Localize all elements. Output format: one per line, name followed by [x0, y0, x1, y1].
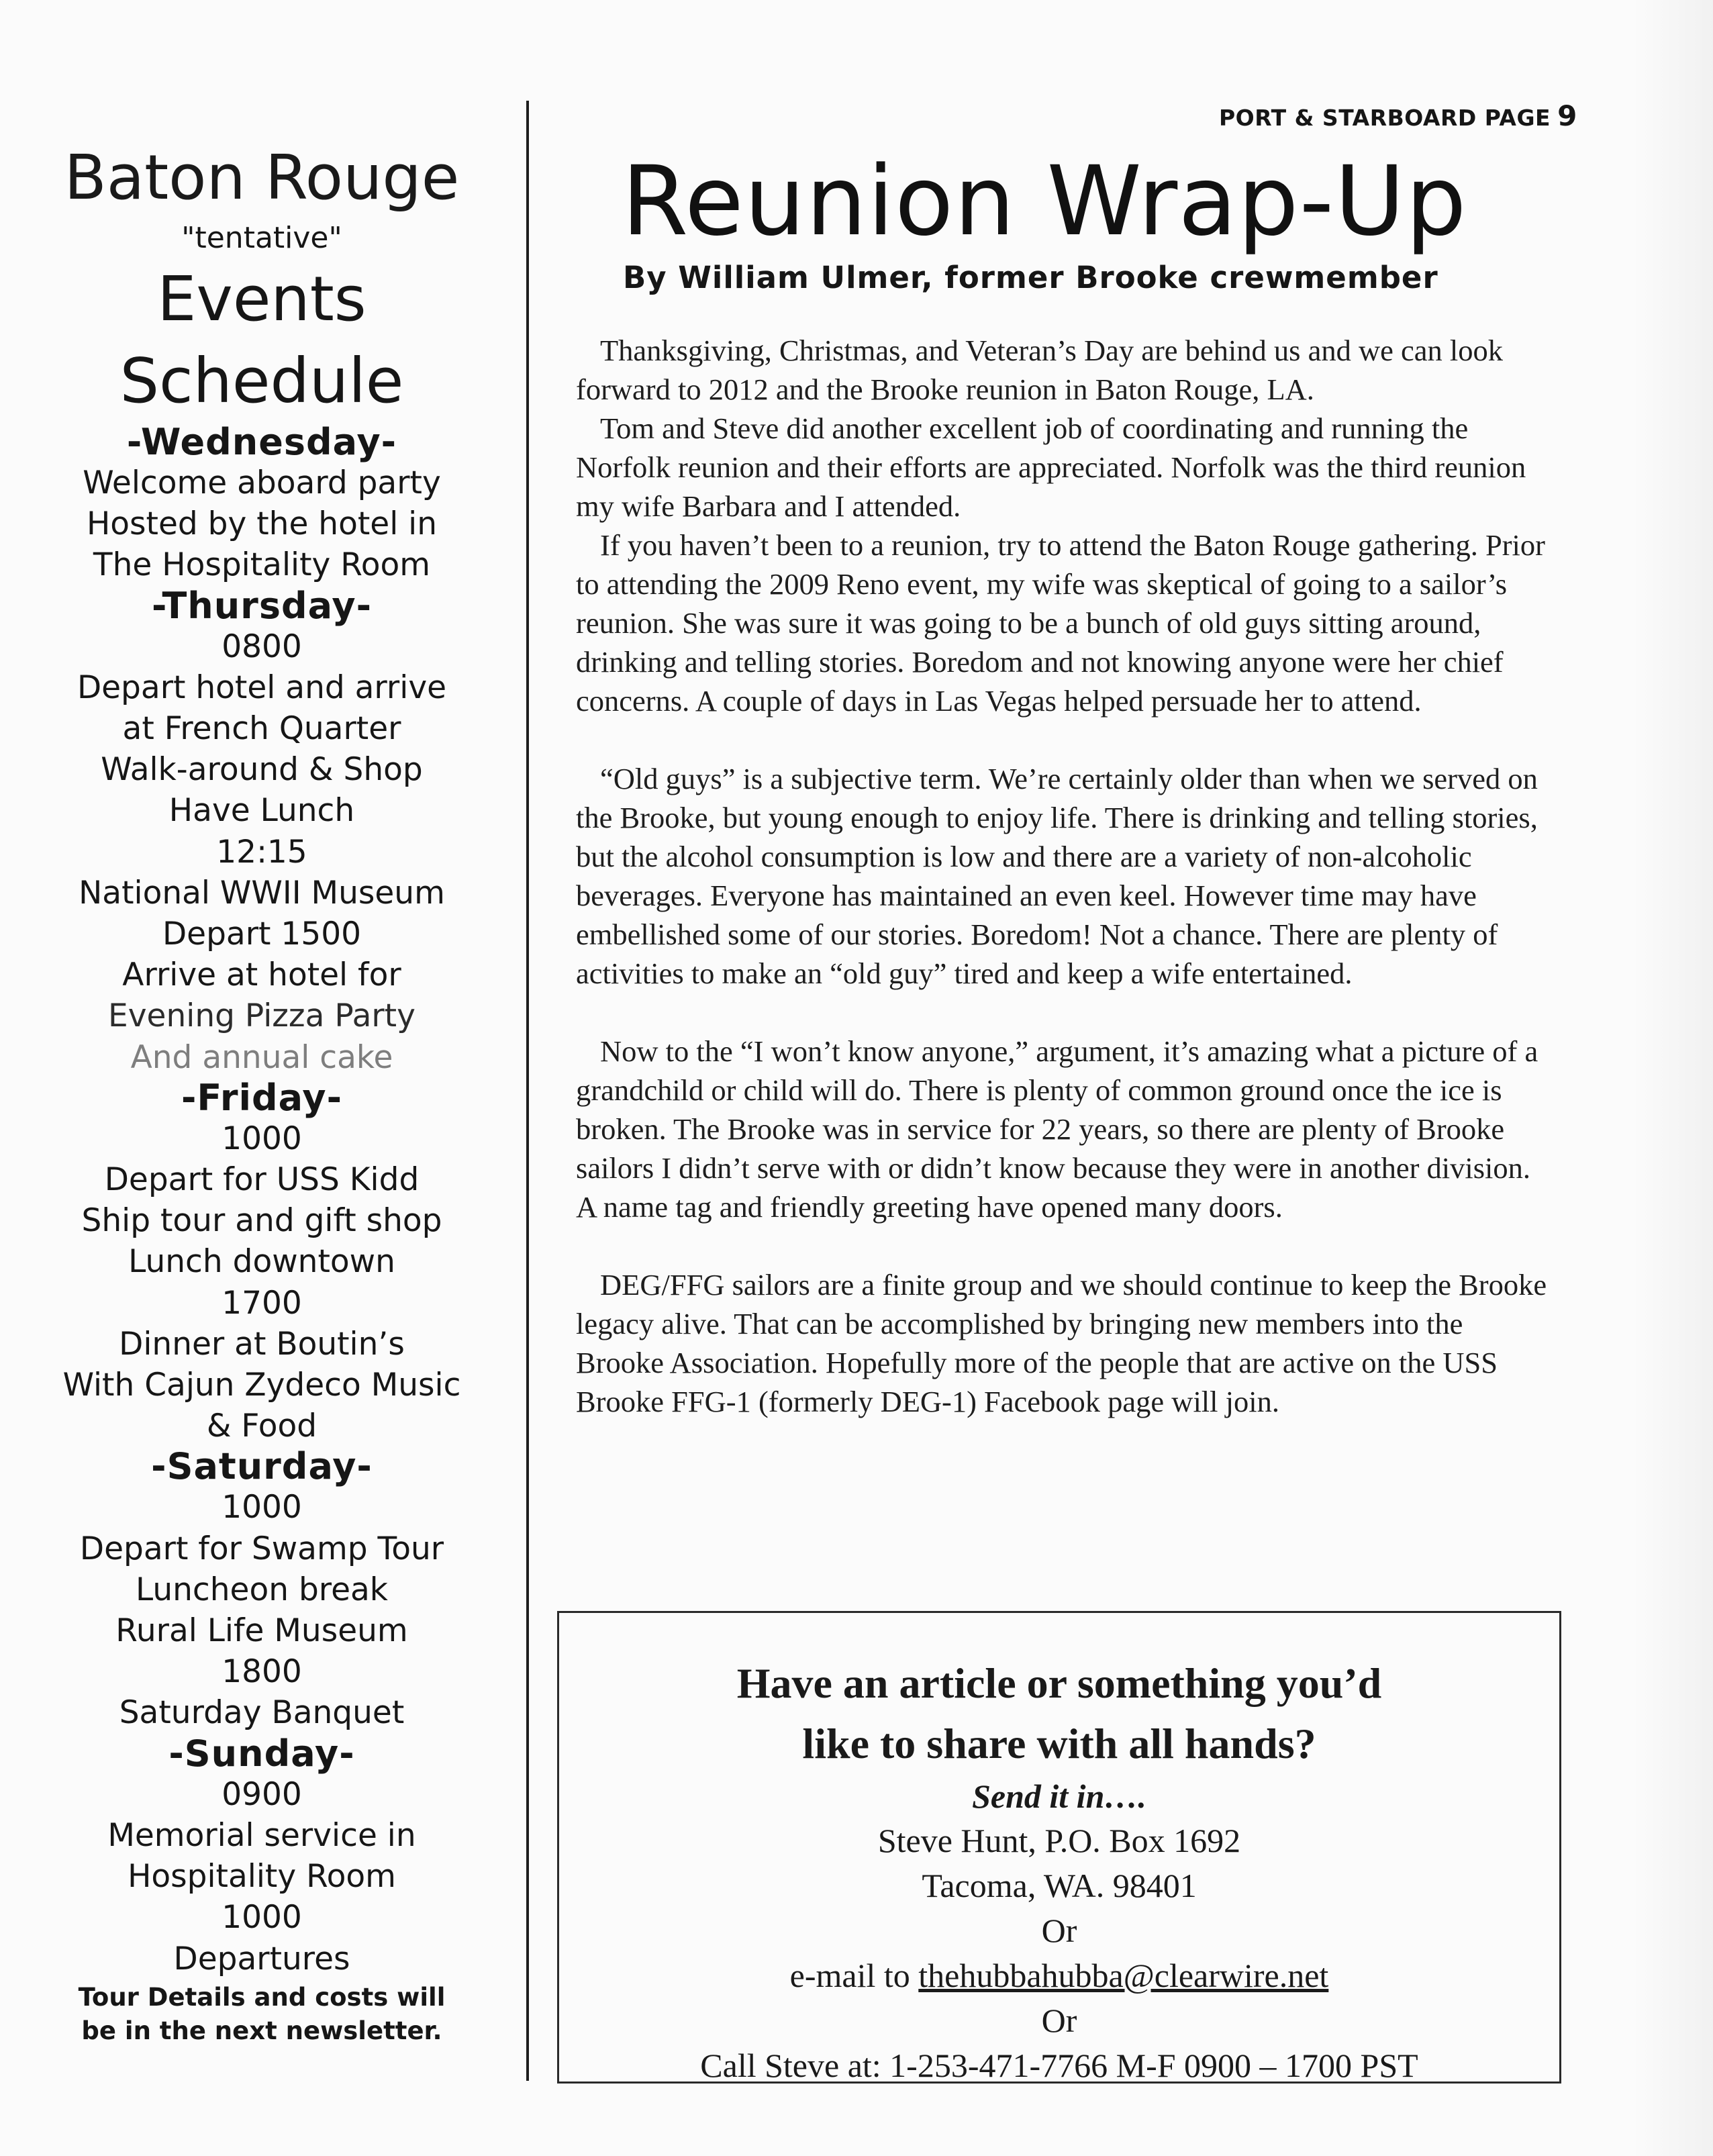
day-heading-wednesday: -Wednesday-: [126, 421, 397, 463]
day-heading-saturday: -Saturday-: [151, 1445, 373, 1488]
schedule-line: Hosted by the hotel in: [86, 505, 438, 543]
schedule-line: Memorial service in: [107, 1816, 416, 1854]
schedule-line: Arrive at hotel for: [122, 957, 401, 994]
schedule-line: 1000: [222, 1120, 302, 1157]
page-header: [1219, 99, 1577, 132]
schedule-line: With Cajun Zydeco Music: [62, 1367, 461, 1404]
schedule-line: The Hospitality Room: [93, 546, 431, 584]
article-byline: By William Ulmer, former Brooke crewmember: [623, 260, 1438, 295]
column-divider: [526, 101, 529, 2081]
article-paragraph: Tom and Steve did another excellent job of coordinating and running the Norfolk reunion and their efforts are appreciated. Norfolk was the third reunion my wife Barbara and I attended.: [576, 411, 1526, 523]
article-body: [576, 331, 1556, 1421]
schedule-line: 1700: [222, 1284, 302, 1322]
submission-box: [557, 1611, 1561, 2084]
address-line: Steve Hunt, P.O. Box 1692: [877, 1822, 1241, 1859]
or-separator: Or: [1041, 2002, 1077, 2039]
schedule-line: 0900: [222, 1775, 302, 1813]
schedule-line: at French Quarter: [122, 710, 401, 748]
schedule-line: Depart for Swamp Tour: [79, 1530, 444, 1567]
article-paragraph: DEG/FFG sailors are a finite group and we should continue to keep the Brooke legacy alive. That can be accomplished by bringing new members into the Brooke Association. Hopefully more of the people that are active on the USS Brooke FFG-1 (formerly DEG-1) Facebook page will join.: [576, 1268, 1547, 1418]
email-prefix: e-mail to: [789, 1957, 910, 1994]
schedule-line: National WWII Museum: [79, 874, 445, 912]
schedule-line: Evening Pizza Party: [108, 997, 415, 1035]
day-heading-friday: -Friday-: [181, 1076, 343, 1119]
article-title: Reunion Wrap-Up: [622, 145, 1467, 257]
schedule-line: 1000: [222, 1899, 302, 1937]
schedule-line: Departures: [173, 1940, 350, 1977]
schedule-line: Saturday Banquet: [119, 1694, 405, 1732]
sidebar-subtitle-schedule: Schedule: [119, 345, 404, 417]
schedule-line: And annual cake: [130, 1038, 393, 1076]
sidebar-title: Baton Rouge: [64, 142, 460, 213]
or-separator: Or: [1041, 1912, 1077, 1949]
schedule-line: Lunch downtown: [128, 1243, 395, 1281]
email-link[interactable]: thehubbahubba@clearwire.net: [918, 1957, 1329, 1994]
sidebar-subtitle-events: Events: [157, 263, 366, 335]
submission-headline: [559, 1653, 1559, 1774]
send-it-in-label: Send it in….: [972, 1777, 1146, 1815]
schedule-line: Depart 1500: [162, 916, 362, 953]
schedule-line: Hospitality Room: [128, 1858, 396, 1896]
article-paragraph: Now to the “I won’t know anyone,” argument, it’s amazing what a picture of a grandchild or child will do. There is plenty of common ground once the ice is broken. The Brooke was in service for 22 years, so there are plenty of Brooke sailors I didn’t serve with or didn’t know because they were in another division. A name tag and friendly greeting have opened many doors.: [576, 1034, 1538, 1224]
headline-line: Have an article or something you’d: [736, 1659, 1382, 1707]
phone-line: Call Steve at: 1-253-471-7766 M-F 0900 – 1700 PST: [700, 2047, 1418, 2084]
scan-shadow: [1632, 0, 1713, 2156]
schedule-line: Rural Life Museum: [115, 1612, 408, 1650]
schedule-line: 12:15: [216, 833, 307, 871]
schedule-line: Walk-around & Shop: [101, 751, 423, 789]
address-line: Tacoma, WA. 98401: [922, 1867, 1197, 1904]
schedule-line: 1800: [222, 1653, 302, 1691]
schedule-line: Dinner at Boutin’s: [119, 1325, 405, 1363]
events-sidebar: [27, 138, 497, 2048]
schedule-line: Welcome aboard party: [83, 464, 441, 501]
tour-note-line: be in the next newsletter.: [81, 2016, 442, 2045]
email-line: [559, 1953, 1559, 1998]
schedule-line: 1000: [222, 1489, 302, 1526]
schedule-line: 0800: [222, 628, 302, 665]
schedule-line: Have Lunch: [168, 792, 355, 830]
schedule-line: Depart hotel and arrive: [77, 669, 447, 706]
tour-note-line: Tour Details and costs will: [78, 1982, 446, 2012]
schedule-line: Depart for USS Kidd: [104, 1161, 420, 1199]
headline-line: like to share with all hands?: [802, 1720, 1316, 1767]
schedule-line: Ship tour and gift shop: [81, 1202, 442, 1240]
article-paragraph: If you haven’t been to a reunion, try to attend the Baton Rouge gathering. Prior to attending the 2009 Reno event, my wife was skeptical of going to a sailor’s reunion. She was sure it was going to be a bunch of old guys sitting around, drinking and telling stories. Boredom and not knowing anyone were her chief concerns. A couple of days in Las Vegas helped persuade her to attend.: [576, 528, 1545, 718]
page-number: 9: [1557, 99, 1577, 132]
article-paragraph: Thanksgiving, Christmas, and Veteran’s Day are behind us and we can look forward to 2012 and the Brooke reunion in Baton Rouge, LA.: [576, 334, 1503, 406]
section-label: PORT & STARBOARD PAGE: [1219, 105, 1551, 131]
day-heading-thursday: -Thursday-: [151, 584, 372, 627]
article-paragraph: “Old guys” is a subjective term. We’re certainly older than when we served on the Brooke, but young enough to enjoy life. There is drinking and telling stories, but the alcohol consumption is low and there are a variety of non-alcoholic beverages. Everyone has maintained an even keel. However time may have embellished some of our stories. Boredom! Not a chance. There are plenty of activities to make an “old guy” tired and keep a wife entertained.: [576, 762, 1538, 990]
article-header: [576, 145, 1583, 299]
day-heading-sunday: -Sunday-: [168, 1732, 355, 1775]
tentative-label: "tentative": [181, 221, 342, 255]
schedule-line: Luncheon break: [135, 1571, 389, 1608]
schedule-line: & Food: [206, 1408, 317, 1445]
